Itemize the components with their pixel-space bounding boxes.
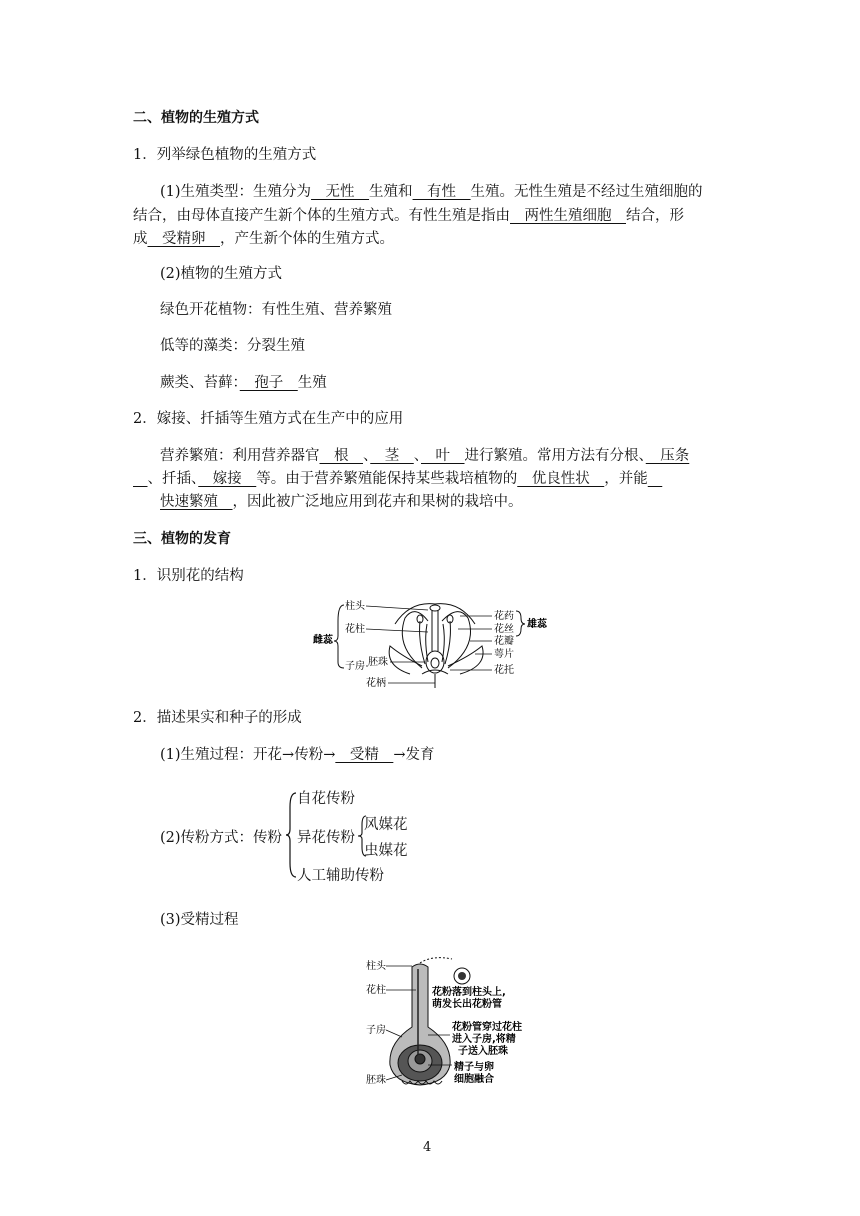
step1-line1: 花粉落到柱头上, [432,987,506,998]
subheading: (3)受精过程 [160,912,239,928]
label-huasi: 花丝 [494,624,514,635]
answer-blank: 根 [319,448,363,464]
label-epian: 萼片 [494,649,514,660]
paragraph-line: (1)生殖过程：开花→传粉→ 受精 →发育 [160,747,435,763]
label-cirui: 雌蕊 [313,635,333,646]
label-huabing: 花柄 [366,678,386,689]
answer-blank: 压条 [645,448,690,464]
section-title: 二、植物的生殖方式 [133,110,259,126]
flower-structure-diagram [310,596,560,692]
step3-line2: 细胞融合 [454,1074,494,1085]
answer-blank: 嫁接 [198,471,257,487]
label-peizhu: 胚珠 [366,1075,386,1086]
paragraph-line: 营养繁殖：利用营养器官 根 、 茎 、 叶 进行繁殖。常用方法有分根、 压条 [160,448,690,464]
answer-blank: 受精 [335,747,394,763]
answer-blank: 茎 [370,448,414,464]
self-pollination: 自花传粉 [297,791,355,807]
answer-blank: 两性生殖细胞 [510,208,626,224]
label-huazhu: 花柱 [345,624,365,635]
answer-blank: 优良性状 [517,471,605,487]
label-xiongrui: 雄蕊 [527,619,547,630]
wind-pollinated: 风媒花 [364,817,408,833]
insect-pollinated: 虫媒花 [364,843,408,859]
paragraph-line: 绿色开花植物：有性生殖、营养繁殖 [160,302,392,318]
cross-pollination: 异花传粉 [297,830,355,846]
item-heading: 2．描述果实和种子的形成 [133,710,302,726]
answer-blank [648,471,663,487]
step3-line1: 精子与卵 [454,1062,494,1073]
answer-blank: 快速繁殖 [160,494,233,510]
fertilization-diagram [362,955,532,1090]
paragraph-line: 快速繁殖 ，因此被广泛地应用到花卉和果树的栽培中。 [160,494,523,510]
step1-line2: 萌发长出花粉管 [432,999,502,1010]
answer-blank: 孢子 [239,375,298,391]
label-zhutou: 柱头 [366,961,386,972]
paragraph-line: (1)生殖类型：生殖分为 无性 生殖和 有性 生殖。无性生殖是不经过生殖细胞的 [160,184,703,200]
label-huazhu: 花柱 [366,985,386,996]
answer-blank: 叶 [421,448,465,464]
item-heading: 2．嫁接、扦插等生殖方式在生产中的应用 [133,411,404,427]
label-huatuo: 花托 [494,665,514,676]
label-peizhu: 胚珠 [368,657,388,668]
answer-blank: 受精卵 [147,231,220,247]
paragraph-line: 成 受精卵 ，产生新个体的生殖方式。 [133,231,394,247]
artificial-pollination: 人工辅助传粉 [297,868,384,884]
step2-line1: 花粉管穿过花柱 [452,1022,522,1033]
label-zifang: 子房 [366,1025,386,1036]
section-title: 三、植物的发育 [133,531,231,547]
step2-line3: 子送入胚珠 [458,1046,508,1057]
paragraph-line: 结合，由母体直接产生新个体的生殖方式。有性生殖是指由 两性生殖细胞 结合，形 [133,208,684,224]
label-zhutou: 柱头 [345,601,365,612]
step2-line2: 进入子房,将精 [452,1034,516,1045]
page-number: 4 [423,1140,432,1155]
paragraph-line: 低等的藻类：分裂生殖 [160,338,305,354]
answer-blank: 有性 [412,184,471,200]
label-huayao: 花药 [494,611,514,622]
pollination-prefix: (2)传粉方式：传粉 [160,830,283,846]
paragraph-line: 、扦插、 嫁接 等。由于营养繁殖能保持某些栽培植物的 优良性状 ，并能 [133,469,662,489]
label-huaban: 花瓣 [494,636,514,647]
label-zifang: 子房 [345,661,365,672]
item-heading: 1．列举绿色植物的生殖方式 [133,147,317,163]
answer-blank: 无性 [311,184,370,200]
subheading: (2)植物的生殖方式 [160,266,283,282]
item-heading: 1．识别花的结构 [133,568,244,584]
answer-blank [133,471,148,487]
paragraph-line: 蕨类、苔藓： 孢子 生殖 [160,375,327,391]
